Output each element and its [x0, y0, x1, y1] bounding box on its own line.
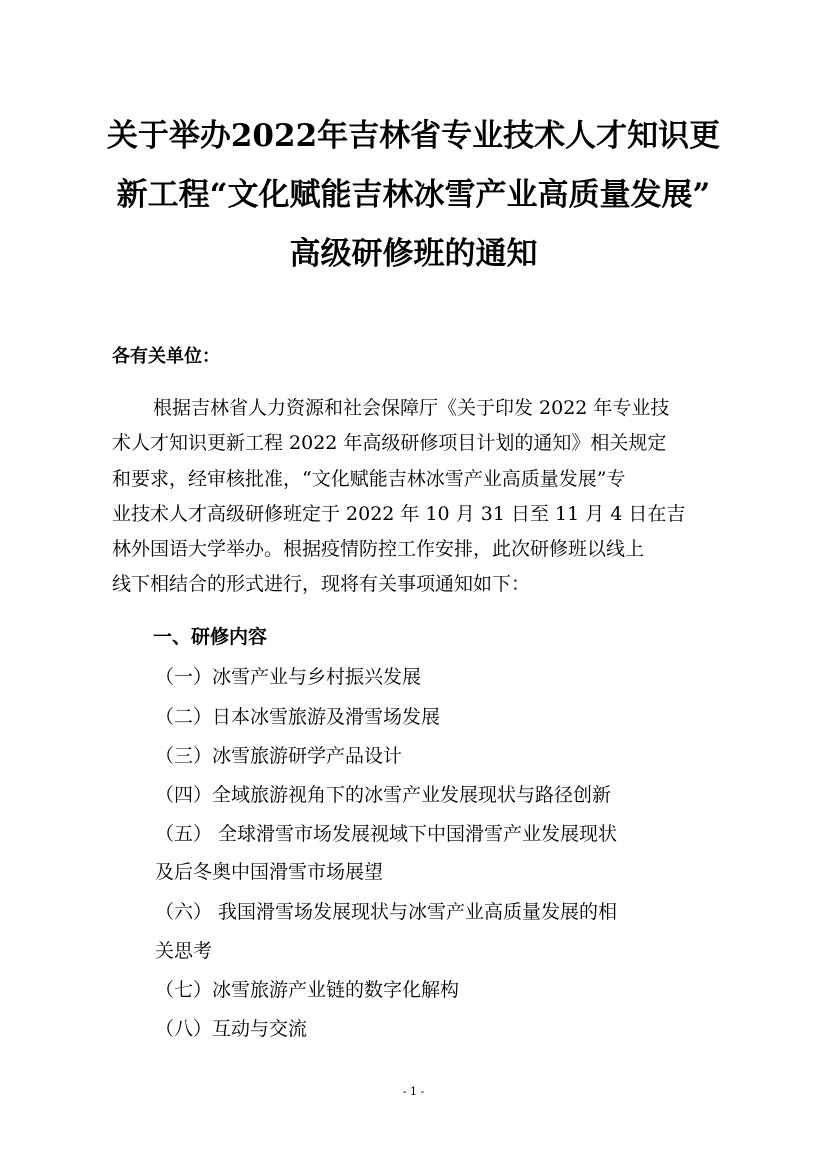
list-item-continuation: 关思考 [155, 940, 213, 962]
page-number: - 1 - [402, 1085, 425, 1098]
list-item: （二）日本冰雪旅游及滑雪场发展 [155, 706, 441, 728]
paragraph-line: 根据吉林省人力资源和社会保障厅《关于印发 2022 年专业技 [153, 397, 670, 419]
list-item: （八）互动与交流 [155, 1018, 308, 1040]
section-heading-content: 一、研修内容 [153, 626, 268, 648]
list-item: （六） 我国滑雪场发展现状与冰雪产业高质量发展的相 [155, 901, 618, 923]
list-item: （七）冰雪旅游产业链的数字化解构 [155, 979, 460, 1001]
paragraph-line: 线下相结合的形式进行，现将有关事项通知如下： [112, 573, 531, 596]
paragraph-line: 林外国语大学举办。根据疫情防控工作安排，此次研修班以线上 [112, 538, 645, 561]
title-line-2: 新工程“文化赋能吉林冰雪产业高质量发展” [116, 177, 711, 213]
intro-paragraph [112, 391, 708, 603]
list-item: （三）冰雪旅游研学产品设计 [155, 745, 403, 767]
salutation: 各有关单位： [112, 346, 220, 367]
paragraph-line: 业技术人才高级研修班定于 2022 年 10 月 31 日至 11 月 4 日在吉 [112, 502, 686, 525]
paragraph-line: 术人才知识更新工程 2022 年高级研修项目计划的通知》相关规定 [112, 432, 667, 455]
list-item: （四）全域旅游视角下的冰雪产业发展现状与路径创新 [155, 784, 612, 806]
title-line-1: 关于举办2022年吉林省专业技术人才知识更 [106, 118, 721, 154]
list-item-continuation: 及后冬奥中国滑雪市场展望 [155, 861, 384, 883]
document-title [100, 107, 727, 284]
title-line-3: 高级研修班的通知 [289, 236, 538, 272]
list-item: （一）冰雪产业与乡村振兴发展 [155, 666, 422, 688]
paragraph-line: 和要求，经审核批准，“文化赋能吉林冰雪产业高质量发展”专 [112, 467, 626, 490]
list-item: （五） 全球滑雪市场发展视域下中国滑雪产业发展现状 [155, 823, 618, 845]
